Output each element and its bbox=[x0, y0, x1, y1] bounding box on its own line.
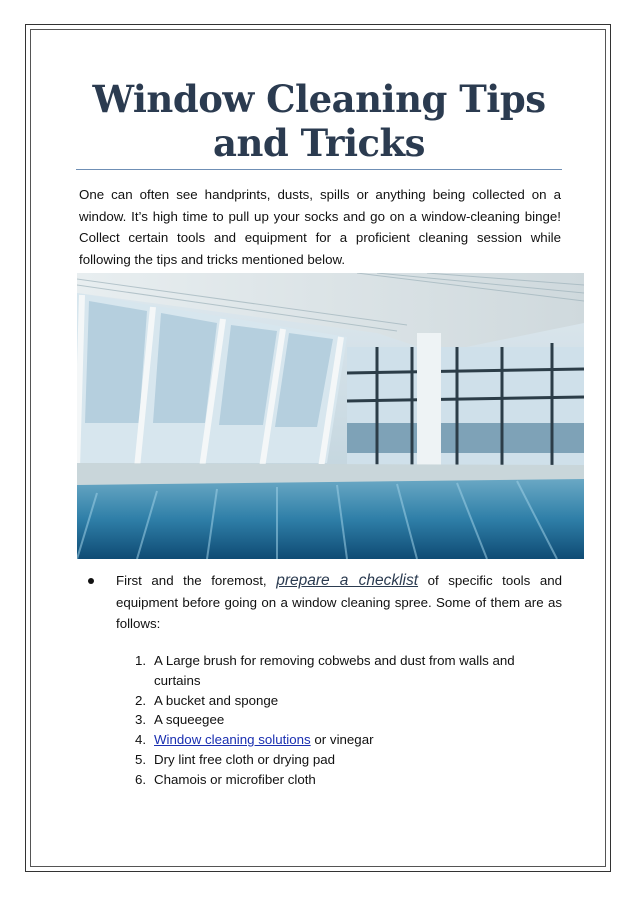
list-item-text: or vinegar bbox=[310, 732, 374, 748]
tools-numbered-list bbox=[135, 651, 555, 790]
list-number: 4. bbox=[135, 732, 147, 748]
list-item bbox=[135, 750, 555, 770]
list-item bbox=[135, 730, 555, 750]
list-item bbox=[135, 651, 555, 691]
list-item bbox=[135, 710, 555, 730]
bullet-text-end: of specific tools and equipment before going on a window cleaning spree. Some of them are as follows: bbox=[116, 573, 563, 631]
list-number: 5. bbox=[135, 751, 147, 767]
list-item-text: A squeegee bbox=[154, 712, 225, 728]
title-line-2: and Tricks bbox=[212, 121, 425, 165]
tips-bullet-list bbox=[88, 570, 562, 635]
page-title bbox=[76, 77, 562, 165]
list-item-text: Dry lint free cloth or drying pad bbox=[154, 751, 336, 767]
list-number: 1. bbox=[135, 653, 147, 668]
list-item bbox=[88, 570, 562, 635]
title-line-1: Window Cleaning Tips bbox=[92, 77, 546, 121]
list-item bbox=[135, 691, 555, 711]
list-number: 3. bbox=[135, 712, 147, 728]
intro-paragraph: One can often see handprints, dusts, spills or anything being collected on a window. It’s high time to pull up your socks and go on a window-cleaning binge! Collect certain tools and equipment for a proficient cleaning session while following the tips and tricks mentioned below. bbox=[79, 187, 561, 267]
prepare-checklist-link[interactable]: prepare a checklist bbox=[276, 572, 419, 589]
title-underline bbox=[76, 169, 562, 170]
window-cleaning-solutions-link[interactable]: Window cleaning solutions bbox=[154, 732, 311, 748]
bullet-icon bbox=[88, 578, 94, 584]
list-item-text: A bucket and sponge bbox=[154, 692, 279, 708]
list-number: 6. bbox=[135, 771, 147, 787]
list-number: 2. bbox=[135, 692, 147, 708]
list-item-text: Chamois or microfiber cloth bbox=[154, 771, 316, 787]
pool-photo bbox=[77, 273, 584, 559]
bullet-text-start: First and the foremost, bbox=[116, 573, 277, 588]
list-item bbox=[135, 770, 555, 790]
list-item-text: A Large brush for removing cobwebs and dust from walls and curtains bbox=[154, 653, 515, 688]
